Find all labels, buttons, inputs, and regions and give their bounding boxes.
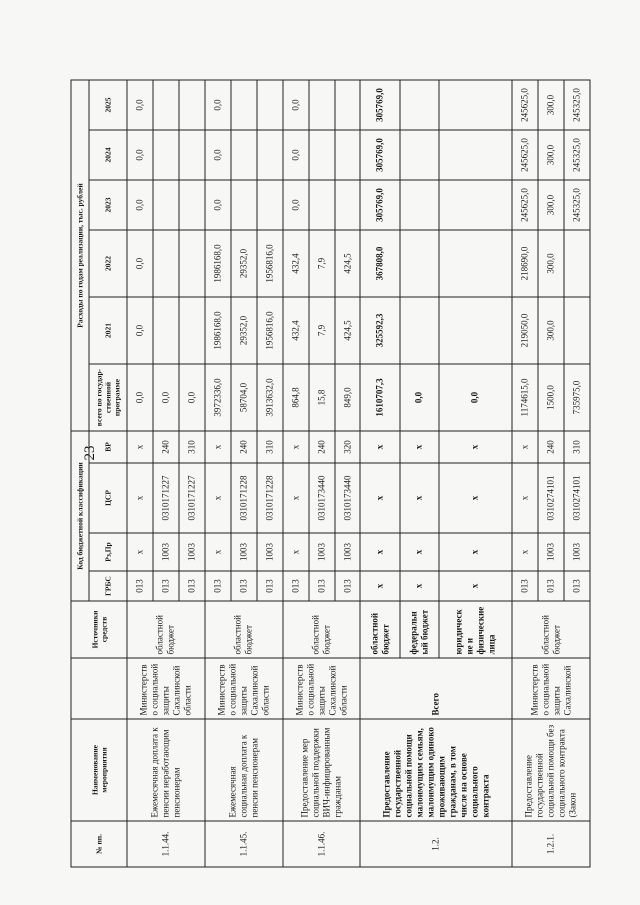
cell-vr: x xyxy=(360,431,399,463)
cell-grbs: x xyxy=(399,571,438,601)
cell-vr: x xyxy=(127,431,153,463)
cell-2021 xyxy=(178,297,204,364)
cell-2021 xyxy=(438,297,512,364)
header-rzpr: Рз,Пр xyxy=(89,533,127,571)
header-year-2025: 2025 xyxy=(89,80,127,130)
cell-rzpr: x xyxy=(360,533,399,571)
cell-2024 xyxy=(152,130,178,180)
header-total: всего по государ-ственной программе xyxy=(89,364,127,431)
cell-2025 xyxy=(178,80,204,130)
cell-total: 1174615,0 xyxy=(512,364,538,431)
cell-csr: 0310171228 xyxy=(230,463,256,533)
cell-2024: 0,0 xyxy=(204,130,230,180)
cell-csr: x xyxy=(360,463,399,533)
row-source: юридические и физические лица xyxy=(438,601,512,658)
cell-total: 735975,0 xyxy=(564,364,590,431)
cell-2023 xyxy=(256,180,282,230)
cell-2024 xyxy=(438,130,512,180)
header-name: Наименование мероприятия xyxy=(71,719,127,821)
cell-rzpr: 1003 xyxy=(256,533,282,571)
header-year-2022: 2022 xyxy=(89,230,127,297)
cell-2021 xyxy=(399,297,438,364)
cell-total: 0,0 xyxy=(399,364,438,431)
cell-vr: 240 xyxy=(538,431,564,463)
cell-csr: x xyxy=(204,463,230,533)
cell-2022: 29352,0 xyxy=(230,230,256,297)
cell-2022: 367808,0 xyxy=(360,230,399,297)
cell-rzpr: 1003 xyxy=(334,533,360,571)
cell-csr: x xyxy=(512,463,538,533)
cell-rzpr: 1003 xyxy=(538,533,564,571)
cell-csr: x xyxy=(399,463,438,533)
row-executor: Министерство социальной защиты Сахалинской xyxy=(512,658,590,719)
cell-2023: 0,0 xyxy=(127,180,153,230)
cell-vr: 240 xyxy=(152,431,178,463)
cell-2023 xyxy=(230,180,256,230)
row-source: областной бюджет xyxy=(360,601,399,658)
row-name: Предоставление государственной социальной помощи без социального контракта (Закон xyxy=(512,719,590,821)
cell-grbs: 013 xyxy=(204,571,230,601)
row-number: 1.1.46. xyxy=(282,821,360,867)
cell-total: 1500,0 xyxy=(538,364,564,431)
cell-2021: 29352,0 xyxy=(230,297,256,364)
cell-total: 849,0 xyxy=(334,364,360,431)
cell-grbs: 013 xyxy=(512,571,538,601)
cell-2022 xyxy=(399,230,438,297)
cell-2022: 300,0 xyxy=(538,230,564,297)
cell-2021 xyxy=(152,297,178,364)
header-year-2021: 2021 xyxy=(89,297,127,364)
cell-2024: 0,0 xyxy=(282,130,308,180)
cell-vr: 310 xyxy=(564,431,590,463)
cell-total: 864,8 xyxy=(282,364,308,431)
cell-csr: 0310274101 xyxy=(538,463,564,533)
row-name: Предоставление мер социальной поддержки ВИЧ-инфицированным гражданам xyxy=(282,719,360,821)
cell-rzpr: x xyxy=(438,533,512,571)
cell-2024 xyxy=(230,130,256,180)
cell-csr: 0310171227 xyxy=(152,463,178,533)
cell-grbs: x xyxy=(438,571,512,601)
cell-grbs: 013 xyxy=(256,571,282,601)
cell-grbs: 013 xyxy=(178,571,204,601)
cell-2023 xyxy=(178,180,204,230)
cell-2023 xyxy=(308,180,334,230)
cell-rzpr: 1003 xyxy=(564,533,590,571)
cell-2021: 432,4 xyxy=(282,297,308,364)
cell-rzpr: x xyxy=(282,533,308,571)
cell-total: 58704,0 xyxy=(230,364,256,431)
cell-2025 xyxy=(438,80,512,130)
header-year-2023: 2023 xyxy=(89,180,127,230)
row-number: 1.2.1. xyxy=(512,821,590,867)
cell-2025: 245625,0 xyxy=(512,80,538,130)
cell-2022: 1986168,0 xyxy=(204,230,230,297)
cell-2022 xyxy=(438,230,512,297)
cell-vr: x xyxy=(204,431,230,463)
row-source: областной бюджет xyxy=(512,601,590,658)
header-num: № пп. xyxy=(71,821,127,867)
cell-grbs: 013 xyxy=(152,571,178,601)
cell-total: 1610707,3 xyxy=(360,364,399,431)
cell-total: 0,0 xyxy=(127,364,153,431)
cell-2024 xyxy=(399,130,438,180)
cell-rzpr: x xyxy=(512,533,538,571)
cell-2021: 7,9 xyxy=(308,297,334,364)
cell-2022 xyxy=(564,230,590,297)
cell-vr: 240 xyxy=(308,431,334,463)
cell-rzpr: x xyxy=(204,533,230,571)
cell-2023: 245325,0 xyxy=(564,180,590,230)
cell-csr: 0310173440 xyxy=(334,463,360,533)
cell-2021: 0,0 xyxy=(127,297,153,364)
cell-vr: 240 xyxy=(230,431,256,463)
row-executor: Министерство социальной защиты Сахалинской области xyxy=(127,658,205,719)
table-row xyxy=(360,80,399,867)
cell-rzpr: 1003 xyxy=(178,533,204,571)
cell-2022: 424,5 xyxy=(334,230,360,297)
cell-2024: 245325,0 xyxy=(564,130,590,180)
cell-csr: 0310171227 xyxy=(178,463,204,533)
header-code-group: Код бюджетной классификации xyxy=(71,431,89,601)
row-source: областной бюджет xyxy=(204,601,282,658)
row-name: Предоставление государственной социальной помощи малоимущим семьям, малоимущим одиноко проживающим гражданам, в том числе на основе социального контракта xyxy=(360,719,512,821)
cell-2022: 432,4 xyxy=(282,230,308,297)
cell-vr: 310 xyxy=(178,431,204,463)
cell-rzpr: 1003 xyxy=(308,533,334,571)
row-source: областной бюджет xyxy=(282,601,360,658)
cell-grbs: 013 xyxy=(334,571,360,601)
cell-rzpr: 1003 xyxy=(230,533,256,571)
page-number: 23 xyxy=(82,445,98,461)
cell-2024 xyxy=(178,130,204,180)
cell-2021: 1956816,0 xyxy=(256,297,282,364)
cell-2023: 0,0 xyxy=(204,180,230,230)
cell-2024 xyxy=(334,130,360,180)
cell-vr: x xyxy=(399,431,438,463)
cell-2022 xyxy=(178,230,204,297)
header-exec xyxy=(71,658,127,719)
cell-csr: x xyxy=(438,463,512,533)
cell-2021: 325592,3 xyxy=(360,297,399,364)
cell-2021: 424,5 xyxy=(334,297,360,364)
cell-2025 xyxy=(152,80,178,130)
cell-total: 15,8 xyxy=(308,364,334,431)
cell-2025: 0,0 xyxy=(282,80,308,130)
cell-2023 xyxy=(334,180,360,230)
header-year-2024: 2024 xyxy=(89,130,127,180)
row-source: областной бюджет xyxy=(127,601,205,658)
cell-2022 xyxy=(152,230,178,297)
cell-2024: 300,0 xyxy=(538,130,564,180)
cell-2023 xyxy=(438,180,512,230)
cell-2022: 218690,0 xyxy=(512,230,538,297)
cell-2023 xyxy=(399,180,438,230)
row-number: 1.1.45. xyxy=(204,821,282,867)
row-name: Ежемесячная социальная доплата к пенсии пенсионерам xyxy=(204,719,282,821)
row-source: федеральный бюджет xyxy=(399,601,438,658)
cell-2022: 0,0 xyxy=(127,230,153,297)
cell-2025 xyxy=(308,80,334,130)
cell-grbs: x xyxy=(360,571,399,601)
cell-2023: 300,0 xyxy=(538,180,564,230)
cell-csr: x xyxy=(127,463,153,533)
cell-vr: x xyxy=(438,431,512,463)
cell-2023 xyxy=(152,180,178,230)
cell-2024: 305769,0 xyxy=(360,130,399,180)
cell-csr: x xyxy=(282,463,308,533)
cell-rzpr: x xyxy=(399,533,438,571)
cell-vr: 320 xyxy=(334,431,360,463)
cell-2023: 0,0 xyxy=(282,180,308,230)
cell-csr: 0310173440 xyxy=(308,463,334,533)
cell-total: 3913632,0 xyxy=(256,364,282,431)
cell-grbs: 013 xyxy=(282,571,308,601)
budget-table-rotated xyxy=(70,81,590,868)
cell-2021 xyxy=(564,297,590,364)
table-row xyxy=(512,80,538,867)
cell-2021: 300,0 xyxy=(538,297,564,364)
header-years-group: Расходы по годам реализации, тыс. рублей xyxy=(71,80,89,431)
cell-2023: 305769,0 xyxy=(360,180,399,230)
cell-2025 xyxy=(256,80,282,130)
cell-csr: 0310274101 xyxy=(564,463,590,533)
cell-2025 xyxy=(399,80,438,130)
row-executor: Министерство социальной защиты Сахалинской области xyxy=(204,658,282,719)
cell-total: 0,0 xyxy=(178,364,204,431)
cell-grbs: 013 xyxy=(230,571,256,601)
cell-2024: 0,0 xyxy=(127,130,153,180)
header-csr: ЦСР xyxy=(89,463,127,533)
cell-2022: 1956816,0 xyxy=(256,230,282,297)
table-row xyxy=(127,80,153,867)
header-grbs: ГРБС xyxy=(89,571,127,601)
cell-2025: 245325,0 xyxy=(564,80,590,130)
cell-total: 0,0 xyxy=(438,364,512,431)
cell-vr: 310 xyxy=(256,431,282,463)
cell-2022: 7,9 xyxy=(308,230,334,297)
cell-vr: x xyxy=(282,431,308,463)
cell-2025 xyxy=(230,80,256,130)
header-vr: ВР xyxy=(89,431,127,463)
cell-2025: 305769,0 xyxy=(360,80,399,130)
cell-2021: 1986168,0 xyxy=(204,297,230,364)
cell-grbs: 013 xyxy=(308,571,334,601)
row-name: Ежемесячная доплата к пенсии неработающим пенсионерам xyxy=(127,719,205,821)
cell-2025: 300,0 xyxy=(538,80,564,130)
cell-grbs: 013 xyxy=(564,571,590,601)
cell-2024: 245625,0 xyxy=(512,130,538,180)
table-row xyxy=(282,80,308,867)
cell-vr: x xyxy=(512,431,538,463)
cell-rzpr: 1003 xyxy=(152,533,178,571)
cell-2024 xyxy=(256,130,282,180)
cell-csr: 0310171228 xyxy=(256,463,282,533)
cell-total: 3972336,0 xyxy=(204,364,230,431)
cell-rzpr: x xyxy=(127,533,153,571)
cell-grbs: 013 xyxy=(127,571,153,601)
cell-2021: 219050,0 xyxy=(512,297,538,364)
budget-table xyxy=(70,80,590,868)
cell-2025 xyxy=(334,80,360,130)
header-source: Источники средств xyxy=(71,601,127,658)
row-number: 1.2. xyxy=(360,821,512,867)
cell-2024 xyxy=(308,130,334,180)
cell-2025: 0,0 xyxy=(127,80,153,130)
cell-grbs: 013 xyxy=(538,571,564,601)
table-row xyxy=(204,80,230,867)
cell-total: 0,0 xyxy=(152,364,178,431)
row-executor: Министерство социальной защиты Сахалинской области xyxy=(282,658,360,719)
row-number: 1.1.44. xyxy=(127,821,205,867)
cell-2025: 0,0 xyxy=(204,80,230,130)
cell-2023: 245625,0 xyxy=(512,180,538,230)
row-executor: Всего xyxy=(360,658,512,719)
